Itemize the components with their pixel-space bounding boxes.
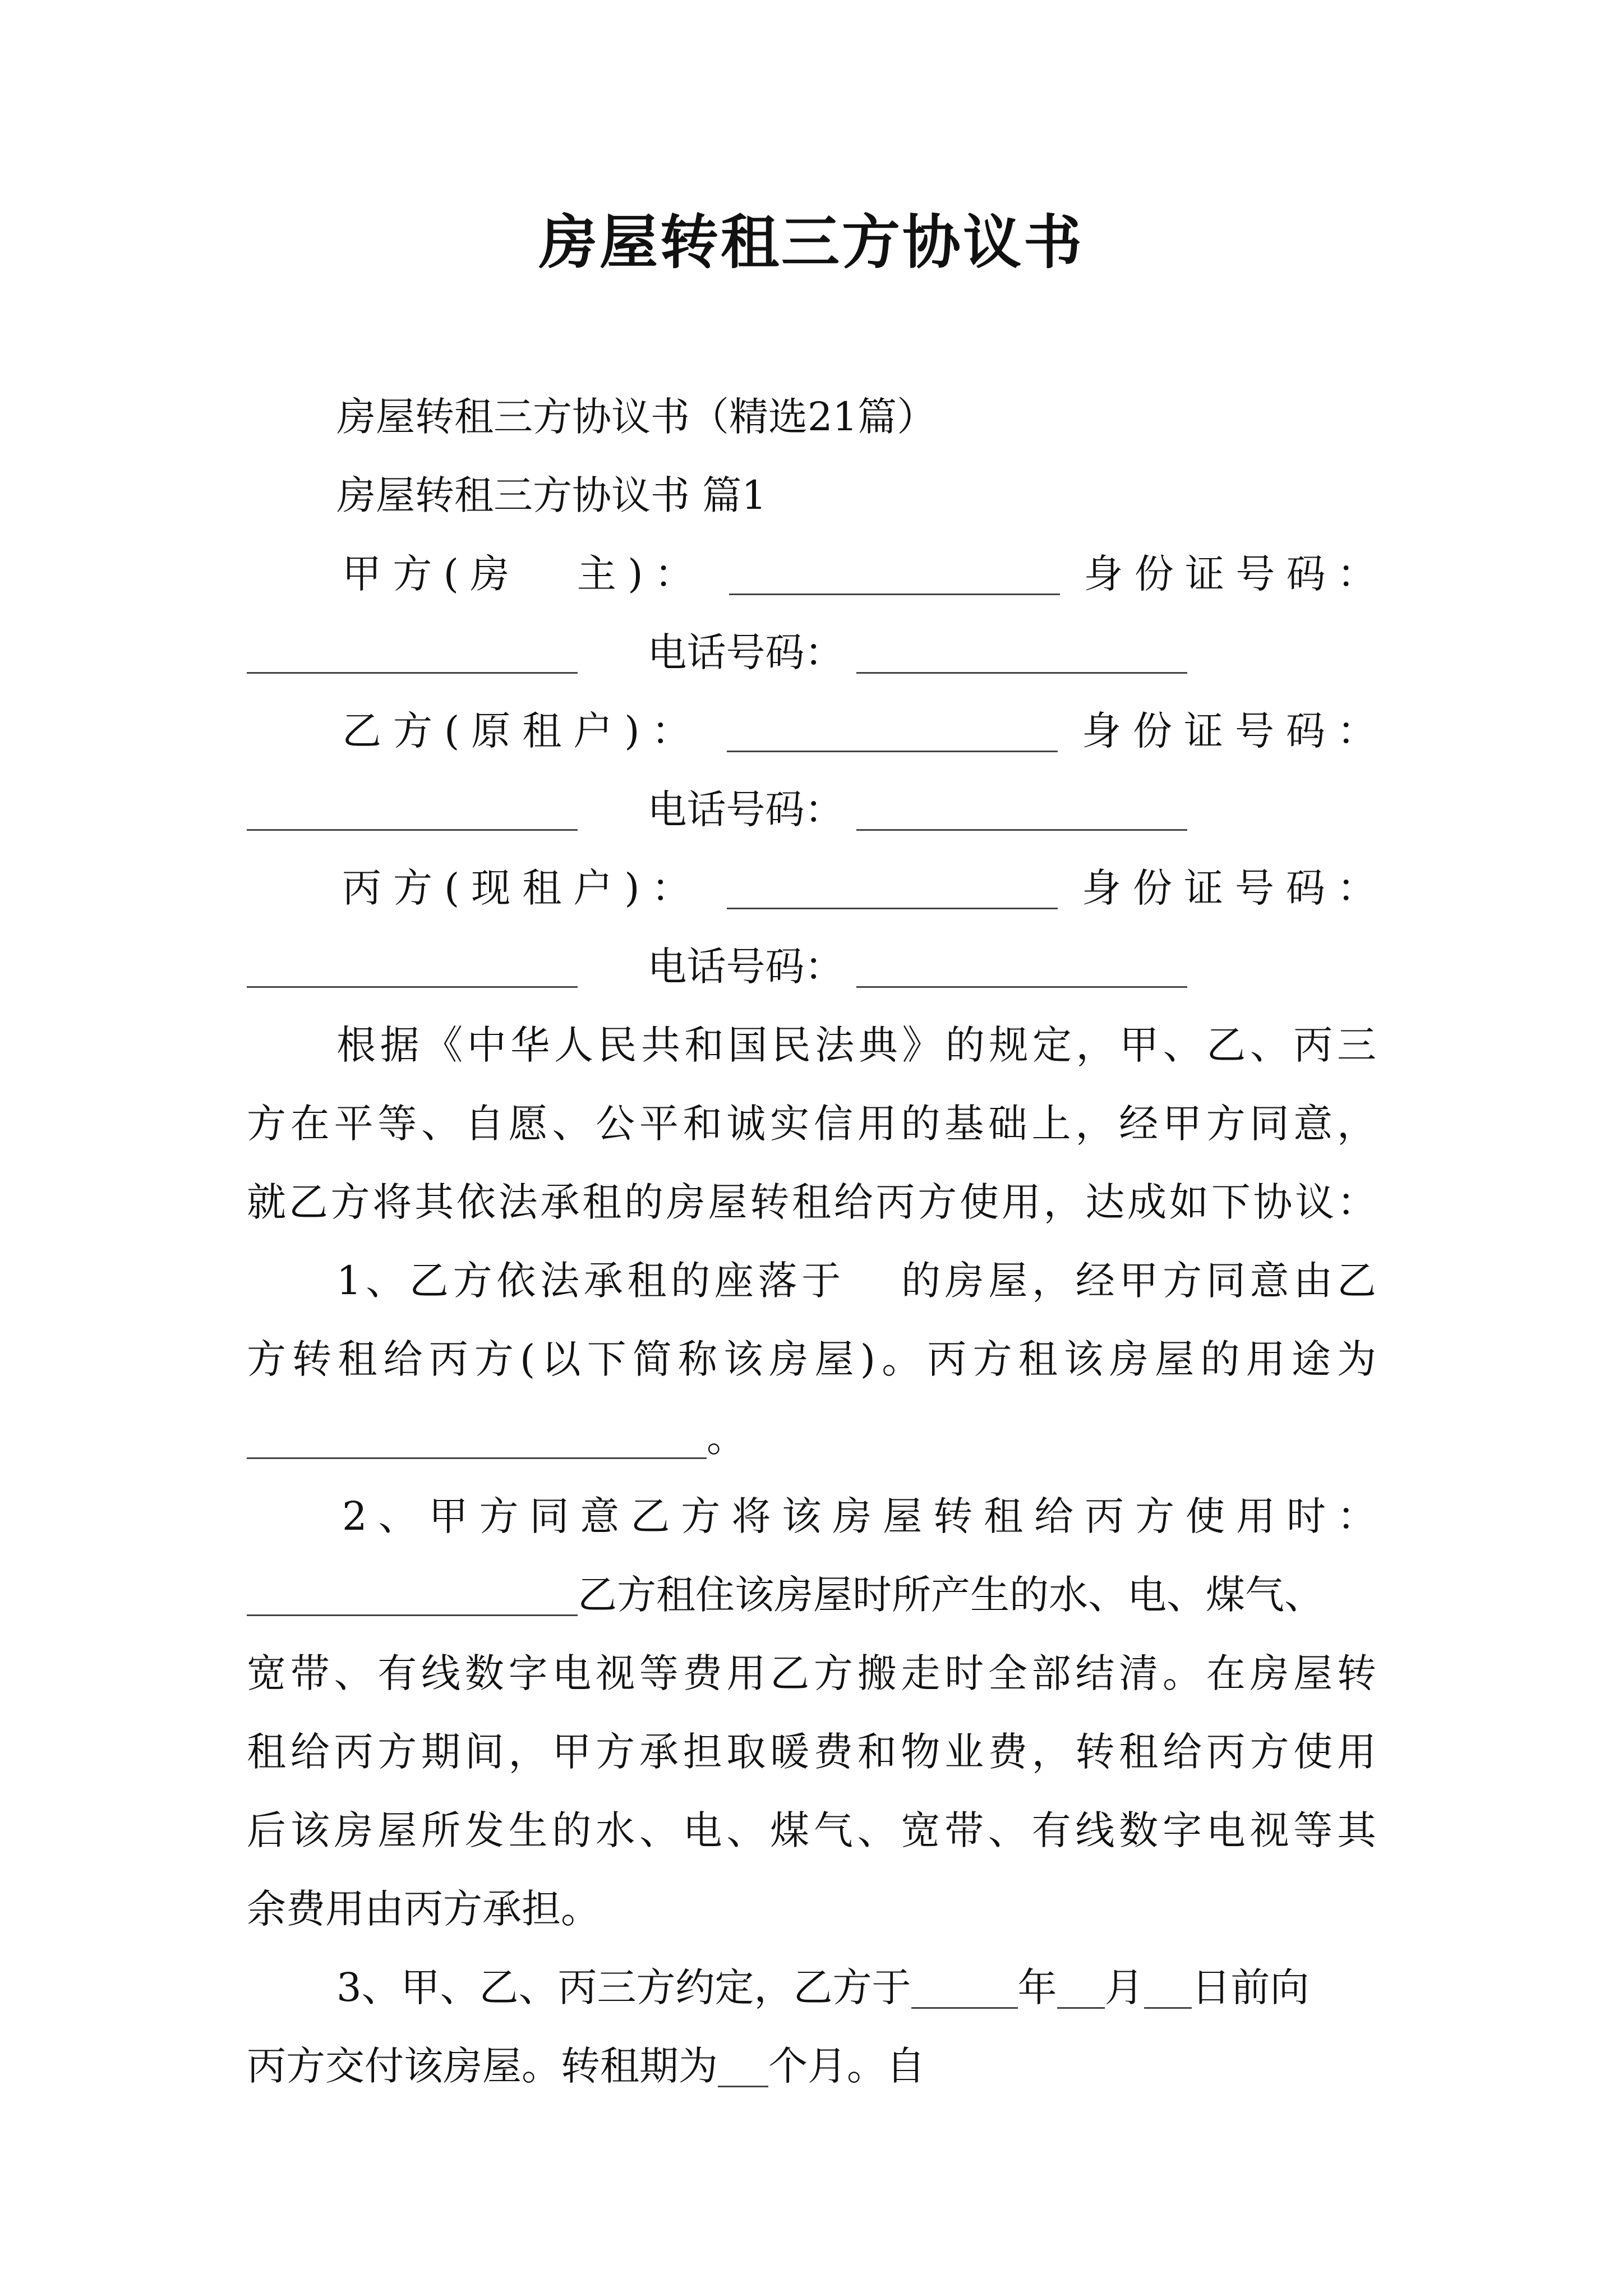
clause-2-line-2: 乙方租住该房屋时所产生的水、电、煤气、 xyxy=(247,1564,1376,1626)
clause-3-line-1: 3、甲、乙、丙三方约定，乙方于 年 月 日前向 xyxy=(336,1964,1310,2010)
party-b-id-label: 身份证号码： xyxy=(1082,708,1376,754)
party-a-label: 甲方(房 主)： xyxy=(342,551,706,597)
party-a-phone-blank[interactable] xyxy=(856,638,1187,674)
party-a-id-label: 身份证号码： xyxy=(1083,551,1376,597)
clause-2-line-6: 余费用由丙方承担。 xyxy=(247,1886,600,1932)
usage-blank[interactable] xyxy=(247,1424,707,1459)
day-blank[interactable] xyxy=(1144,1973,1192,2009)
months-blank[interactable] xyxy=(718,2052,768,2087)
party-c-line-2 xyxy=(247,936,1376,997)
party-c-id-blank[interactable] xyxy=(247,953,578,988)
clause-1-line-3: 。 xyxy=(247,1407,1376,1469)
party-b-line xyxy=(247,700,1376,762)
clause-1-line-1: 1、乙方依法承租的座落于 的房屋，经甲方同意由乙 xyxy=(336,1258,1376,1304)
party-b-line-2 xyxy=(247,779,1376,840)
clause-2-line-4: 租给丙方期间，甲方承担取暖费和物业费，转租给丙方使用 xyxy=(247,1729,1376,1775)
party-a-line xyxy=(247,543,1376,605)
party-b-phone-blank[interactable] xyxy=(856,795,1187,831)
party-c-phone-blank[interactable] xyxy=(856,953,1187,988)
party-c-name-blank[interactable] xyxy=(727,874,1058,909)
party-a-phone-label: 电话号码： xyxy=(647,629,844,675)
article-heading: 房屋转租三方协议书 篇1 xyxy=(336,472,767,518)
party-c-phone-label: 电话号码： xyxy=(647,944,844,990)
clause-2-line-1: 2、甲方同意乙方将该房屋转租给丙方使用时： xyxy=(342,1493,1376,1539)
party-a-name-blank[interactable] xyxy=(729,560,1060,595)
clause-2-blank[interactable] xyxy=(247,1581,578,1616)
party-a-line-2 xyxy=(247,622,1376,683)
document-title: 房屋转租三方协议书 xyxy=(538,208,1084,277)
party-c-line xyxy=(247,857,1376,919)
clause-2-line-5: 后该房屋所发生的水、电、煤气、宽带、有线数字电视等其 xyxy=(247,1807,1376,1853)
subtitle: 房屋转租三方协议书（精选21篇） xyxy=(336,394,937,440)
clause-2-line-3: 宽带、有线数字电视等费用乙方搬走时全部结清。在房屋转 xyxy=(247,1650,1376,1696)
intro-line-1: 根据《中华人民共和国民法典》的规定，甲、乙、丙三 xyxy=(336,1022,1376,1068)
intro-line-2: 方在平等、自愿、公平和诚实信用的基础上，经甲方同意， xyxy=(247,1101,1376,1147)
party-c-id-label: 身份证号码： xyxy=(1082,865,1376,911)
party-c-label: 丙方(现租户)： xyxy=(342,865,703,911)
party-b-id-blank[interactable] xyxy=(247,795,578,831)
party-a-id-blank[interactable] xyxy=(247,638,578,674)
party-b-phone-label: 电话号码： xyxy=(647,786,844,832)
year-blank[interactable] xyxy=(911,1973,1018,2009)
month-blank[interactable] xyxy=(1057,1973,1105,2009)
clause-3-line-2: 丙方交付该房屋。转租期为 个月。自 xyxy=(247,2043,925,2089)
party-b-name-blank[interactable] xyxy=(727,717,1058,752)
clause-1-line-2: 方转租给丙方(以下简称该房屋)。丙方租该房屋的用途为 xyxy=(247,1336,1376,1382)
party-b-label: 乙方(原租户)： xyxy=(342,708,703,754)
intro-line-3: 就乙方将其依法承租的房屋转租给丙方使用，达成如下协议： xyxy=(247,1179,1376,1225)
